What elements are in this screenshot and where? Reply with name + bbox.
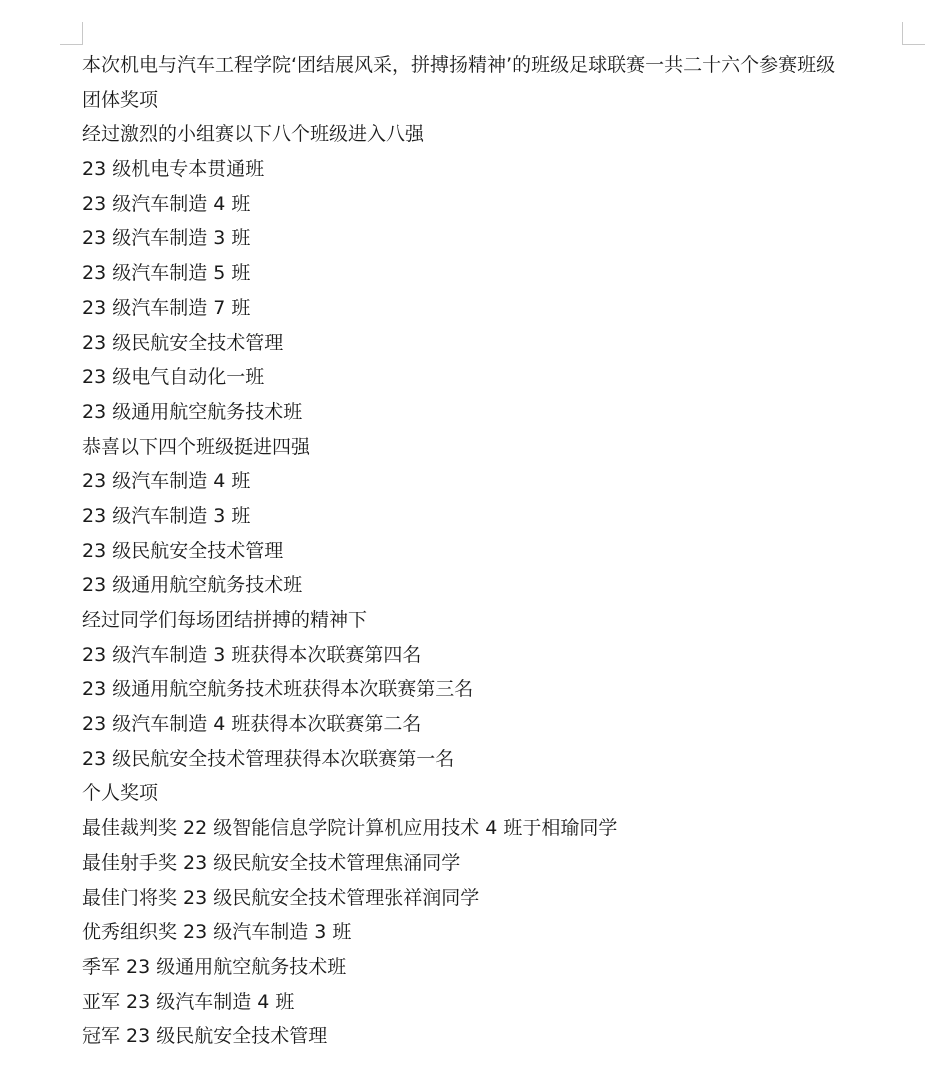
top-four-item: 23 级民航安全技术管理	[82, 539, 284, 562]
top-eight-item: 23 级机电专本贯通班	[82, 158, 265, 181]
ranking-item-third: 23 级通用航空航务技术班获得本次联赛第三名	[82, 678, 474, 701]
top-four-item: 23 级汽车制造 3 班	[82, 504, 251, 527]
top-eight-item: 23 级汽车制造 5 班	[82, 262, 251, 285]
award-champion: 冠军 23 级民航安全技术管理	[82, 1025, 328, 1048]
award-third-place: 季军 23 级通用航空航务技术班	[82, 955, 347, 978]
top-eight-item: 23 级通用航空航务技术班	[82, 400, 303, 423]
award-best-shooter: 最佳射手奖 23 级民航安全技术管理焦涌同学	[82, 851, 461, 874]
top-four-item: 23 级汽车制造 4 班	[82, 470, 251, 493]
award-best-goalkeeper: 最佳门将奖 23 级民航安全技术管理张祥润同学	[82, 886, 480, 909]
award-best-organization: 优秀组织奖 23 级汽车制造 3 班	[82, 921, 352, 944]
intro-line: 本次机电与汽车工程学院‘团结展风采，拼搏扬精神’的班级足球联赛一共二十六个参赛班级	[82, 54, 836, 76]
ranking-intro: 经过同学们每场团结拼搏的精神下	[82, 609, 368, 631]
crop-mark-top-left	[60, 22, 83, 45]
top-eight-item: 23 级电气自动化一班	[82, 366, 265, 389]
section-heading-individual-awards: 个人奖项	[82, 782, 159, 805]
document-body[interactable]	[82, 48, 932, 1054]
crop-mark-top-right	[902, 22, 925, 45]
top-eight-item: 23 级汽车制造 3 班	[82, 227, 251, 250]
award-best-referee: 最佳裁判奖 22 级智能信息学院计算机应用技术 4 班于相瑜同学	[82, 817, 618, 840]
top-eight-item: 23 级民航安全技术管理	[82, 331, 284, 354]
top-eight-item: 23 级汽车制造 7 班	[82, 296, 251, 319]
top-eight-item: 23 级汽车制造 4 班	[82, 192, 251, 215]
ranking-item-second: 23 级汽车制造 4 班获得本次联赛第二名	[82, 713, 422, 736]
top-four-intro: 恭喜以下四个班级挺进四强	[82, 435, 311, 458]
section-heading-team-awards: 团体奖项	[82, 88, 159, 111]
ranking-item-first: 23 级民航安全技术管理获得本次联赛第一名	[82, 747, 455, 770]
top-four-item: 23 级通用航空航务技术班	[82, 574, 303, 597]
top-eight-intro: 经过激烈的小组赛以下八个班级进入八强	[82, 123, 425, 146]
ranking-item-fourth: 23 级汽车制造 3 班获得本次联赛第四名	[82, 643, 422, 666]
award-second-place: 亚军 23 级汽车制造 4 班	[82, 990, 295, 1013]
